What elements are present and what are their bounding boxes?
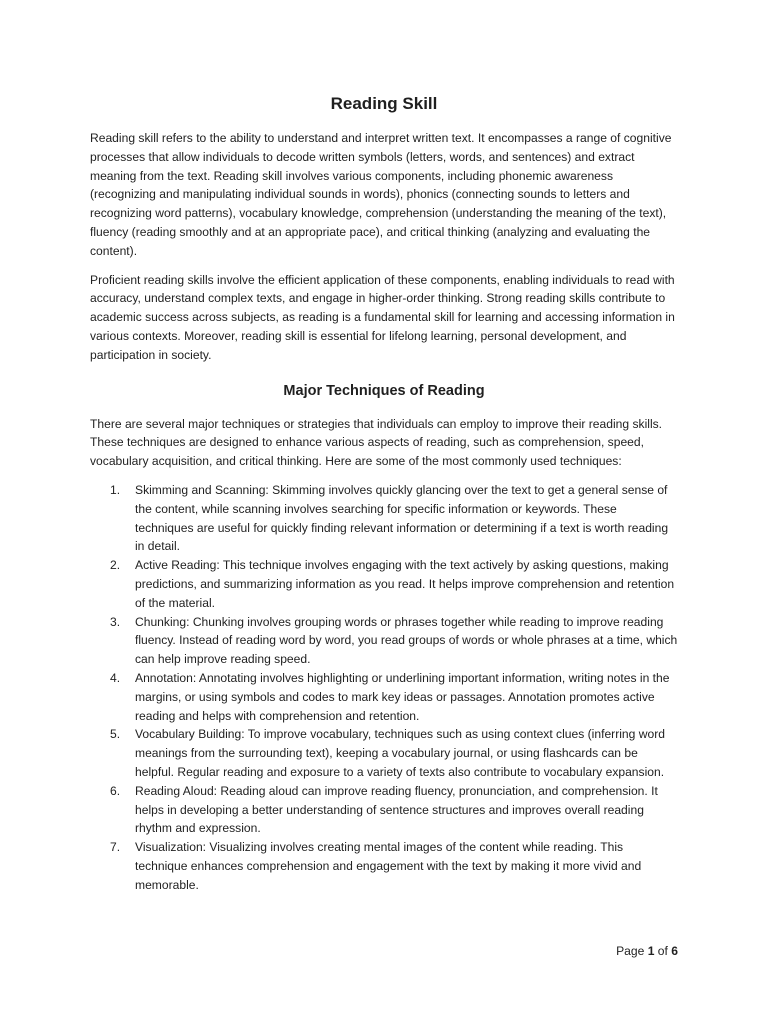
techniques-list: [90, 481, 678, 895]
list-item: [90, 838, 678, 894]
page-number-footer: [616, 942, 678, 960]
of-label: of: [657, 944, 668, 958]
list-item-number: 3.: [110, 614, 121, 629]
list-item-text: Skimming and Scanning: Skimming involves quickly glancing over the text to get a general sense of the content, while scanning involves searching for specific information or keywords. These techniques are useful for quickly finding relevant information or determining if a text is worth reading in detail.: [135, 482, 669, 554]
list-item-number: 5.: [110, 727, 121, 742]
section-intro-paragraph: There are several major techniques or strategies that individuals can employ to improve their reading skills. These techniques are designed to enhance various aspects of reading, such as comprehension, speed, vocabulary acquisition, and critical thinking. Here are some of the most commonly used techniques:: [90, 416, 663, 469]
list-item-number: 1.: [110, 482, 121, 497]
list-item: [90, 725, 678, 781]
document-body: [90, 92, 678, 894]
list-item-number: 6.: [110, 783, 121, 798]
list-item-text: Visualization: Visualizing involves creating mental images of the content while reading. This technique enhances comprehension and engagement with the text by making it more vivid and memorable.: [135, 840, 642, 892]
list-item-text: Chunking: Chunking involves grouping words or phrases together while reading to improve reading fluency. Instead of reading word by word, you read groups of words or whole phrases at a time, which can help improve reading speed.: [135, 614, 678, 667]
list-item-text: Reading Aloud: Reading aloud can improve reading fluency, pronunciation, and comprehension. It helps in developing a better understanding of sentence structures and improves overall reading rhythm and expression.: [135, 783, 658, 836]
intro-paragraph-1: Reading skill refers to the ability to understand and interpret written text. It encompasses a range of cognitive processes that allow individuals to decode written symbols (letters, words, and sentences) and extract meaning from the text. Reading skill involves various components, including phonemic awareness (recognizing and manipulating individual sounds in words), phonics (connecting sounds to letters and recognizing word patterns), vocabulary knowledge, comprehension (understanding the meaning of the text), fluency (reading smoothly and at an appropriate pace), and critical thinking (analyzing and evaluating the content).: [90, 131, 672, 258]
list-item: [90, 782, 678, 838]
list-item-text: Vocabulary Building: To improve vocabulary, techniques such as using context clues (inferring word meanings from the surrounding text), keeping a vocabulary journal, or using flashcards can be helpful. Regular reading and exposure to a variety of texts also contribute to vocabulary expansion.: [135, 727, 665, 779]
total-pages-number: 6: [671, 944, 678, 958]
list-item-text: Annotation: Annotating involves highlighting or underlining important information, writing notes in the margins, or using symbols and codes to mark key ideas or passages. Annotation promotes active reading and helps with comprehension and retention.: [135, 670, 670, 723]
list-item-number: 4.: [110, 670, 121, 685]
list-item: [90, 556, 678, 612]
page-label: Page: [616, 944, 645, 958]
page-title: Reading Skill: [330, 94, 438, 113]
list-item-number: 2.: [110, 558, 121, 573]
list-item-number: 7.: [110, 840, 121, 855]
list-item-text: Active Reading: This technique involves engaging with the text actively by asking questions, making predictions, and summarizing information as you read. It helps improve comprehension and retention of the material.: [135, 558, 675, 610]
list-item: [90, 481, 678, 556]
list-item: [90, 669, 678, 725]
intro-paragraph-2: Proficient reading skills involve the efficient application of these components, enabling individuals to read with accuracy, understand complex texts, and engage in higher-order thinking. Strong reading skills contribute to academic success across subjects, as reading is a fundamental skill for learning and accessing information in various contexts. Moreover, reading skill is essential for lifelong learning, personal development, and participation in society.: [90, 272, 675, 362]
current-page-number: 1: [647, 944, 655, 958]
section-title: Major Techniques of Reading: [283, 382, 485, 399]
list-item: [90, 613, 678, 669]
